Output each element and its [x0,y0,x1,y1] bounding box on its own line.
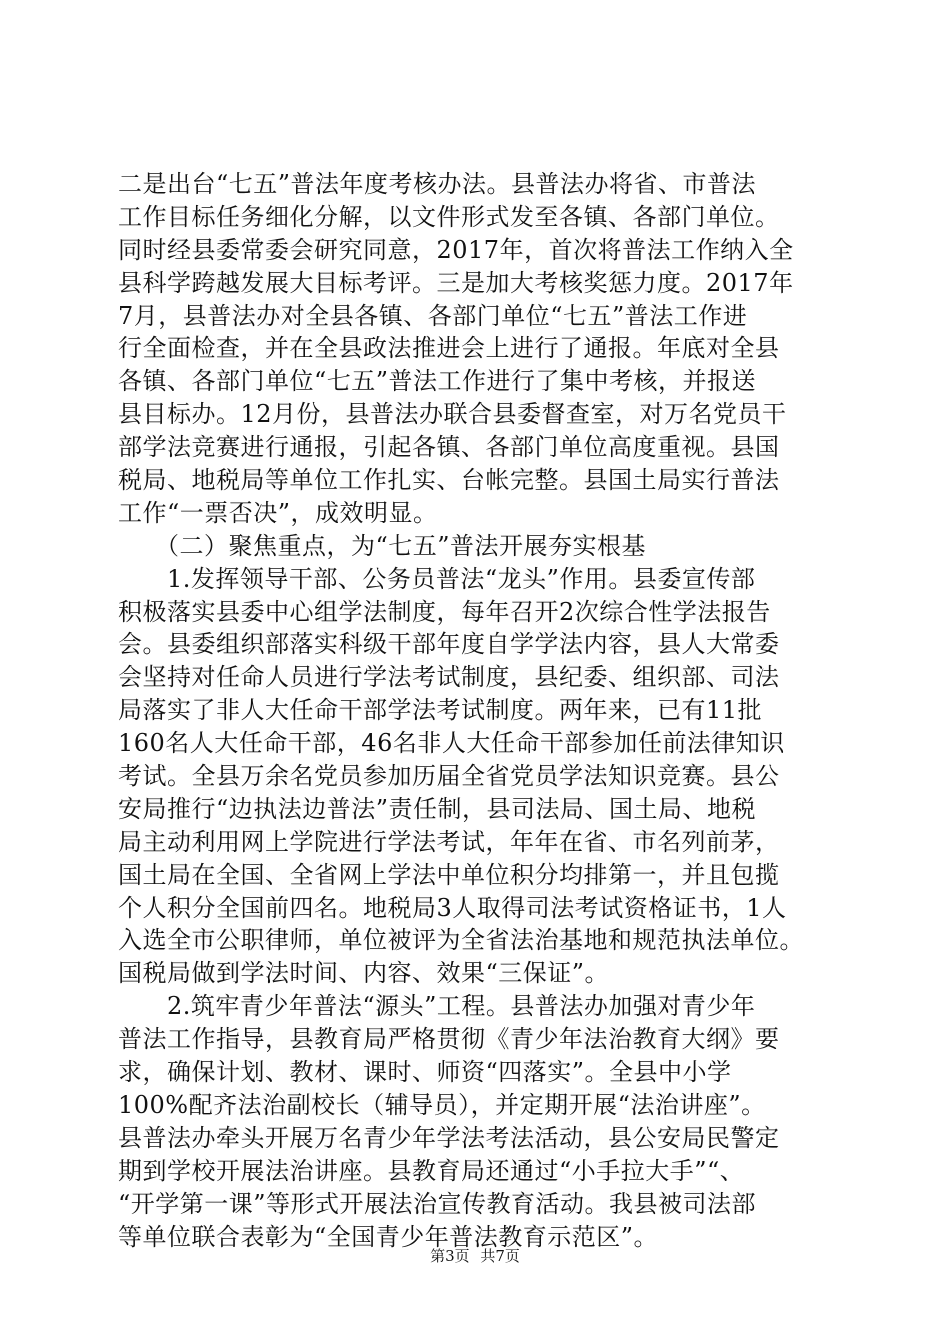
text-line: 7月，县普法办对全县各镇、各部门单位“七五”普法工作进 [118,301,748,330]
text-line: 县普法办牵头开展万名青少年学法考法活动，县公安局民警定 [118,1123,780,1152]
text-line: 安局推行“边执法边普法”责任制，县司法局、国土局、地税 [118,794,757,823]
text-line: 税局、地税局等单位工作扎实、台帐完整。县国土局实行普法 [118,466,780,495]
text-line: 2.筑牢青少年普法“源头”工程。县普法办加强对青少年 [118,992,756,1021]
text-line: 个人积分全国前四名。地税局3人取得司法考试资格证书，1人 [118,893,787,922]
text-line: 1.发挥领导干部、公务员普法“龙头”作用。县委宣传部 [118,564,756,593]
text-line: 入选全市公职律师，单位被评为全省法治基地和规范执法单位。 [118,926,804,955]
text-line: 县科学跨越发展大目标考评。三是加大考核奖惩力度。2017年 [118,268,794,297]
page-footer [0,1246,950,1266]
text-line: 积极落实县委中心组学法制度，每年召开2次综合性学法报告 [118,597,771,626]
text-line: 工作目标任务细化分解，以文件形式发至各镇、各部门单位。 [118,202,780,231]
text-line: 行全面检查，并在全县政法推进会上进行了通报。年底对全县 [118,334,780,363]
text-line: 二是出台“七五”普法年度考核办法。县普法办将省、市普法 [118,170,757,198]
text-line: “开学第一课”等形式开展法治宣传教育活动。我县被司法部 [118,1189,757,1218]
text-line: 等单位联合表彰为“全国青少年普法教育示范区”。 [118,1222,659,1251]
text-line: 国税局做到学法时间、内容、效果“三保证”。 [118,959,610,988]
document-body [118,168,838,1253]
page-total: 共7页 [480,1247,520,1265]
text-line: 同时经县委常委会研究同意，2017年，首次将普法工作纳入全 [118,235,794,264]
text-line: 求，确保计划、教材、课时、师资“四落实”。全县中小学 [118,1058,732,1087]
text-line: 局落实了非人大任命干部学法考试制度。两年来，已有11批 [118,696,763,725]
text-line: 期到学校开展法治讲座。县教育局还通过“小手拉大手”“、 [118,1156,745,1185]
text-line: 会坚持对任命人员进行学法考试制度，县纪委、组织部、司法 [118,663,780,692]
text-line: 100%配齐法治副校长（辅导员），并定期开展“法治讲座”。 [118,1090,766,1119]
text-line: 各镇、各部门单位“七五”普法工作进行了集中考核，并报送 [118,367,757,396]
text-line: 普法工作指导，县教育局严格贯彻《青少年法治教育大纲》要 [118,1025,780,1054]
page-number: 第3页 [430,1247,470,1265]
text-line: 局主动利用网上学院进行学法考试，年年在省、市名列前茅， [118,827,780,856]
text-line: 国土局在全国、全省网上学法中单位积分均排第一，并且包揽 [118,860,780,889]
text-line: 160名人大任命干部，46名非人大任命干部参加任前法律知识 [118,729,785,758]
text-line: 工作“一票否决”，成效明显。 [118,498,438,527]
text-line: 部学法竞赛进行通报，引起各镇、各部门单位高度重视。县国 [118,433,780,462]
text-line: 考试。全县万余名党员参加历届全省党员学法知识竞赛。县公 [118,762,780,791]
text-line: 县目标办。12月份，县普法办联合县委督查室，对万名党员干 [118,400,787,429]
section-heading: （二）聚焦重点，为“七五”普法开展夯实根基 [118,531,647,560]
text-line: 会。县委组织部落实科级干部年度自学学法内容，县人大常委 [118,630,780,659]
